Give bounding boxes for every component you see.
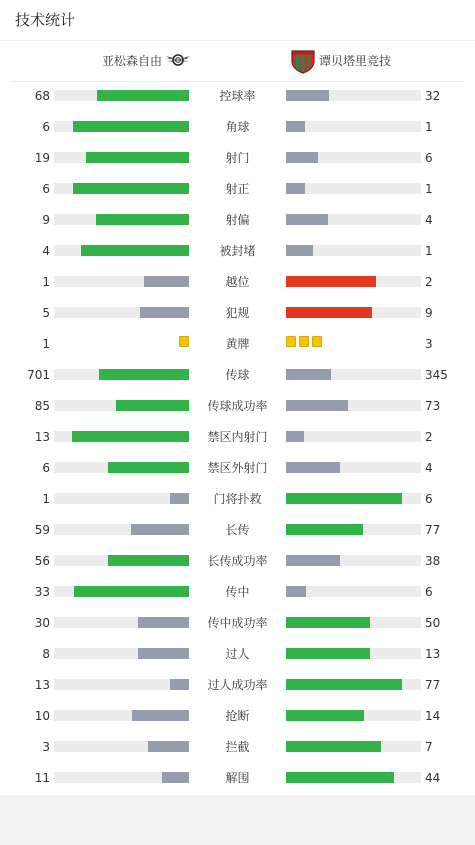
yellow-card-icon bbox=[312, 336, 322, 347]
home-stat-value: 13 bbox=[34, 678, 50, 692]
home-stat-bar bbox=[54, 679, 189, 690]
home-stat-bar bbox=[54, 741, 189, 752]
away-bar-fill bbox=[286, 555, 340, 566]
teams-header bbox=[0, 41, 475, 81]
away-stat-bar bbox=[286, 245, 421, 256]
away-stat-bar bbox=[286, 524, 421, 535]
away-stat-value: 50 bbox=[425, 616, 441, 630]
stat-row bbox=[0, 546, 475, 577]
stat-row bbox=[0, 174, 475, 205]
home-yellow-cards bbox=[179, 336, 189, 349]
home-stat-bar bbox=[54, 276, 189, 287]
away-stat-bar bbox=[286, 183, 421, 194]
home-stat-value: 6 bbox=[42, 120, 50, 134]
stat-row bbox=[0, 701, 475, 732]
away-bar-fill bbox=[286, 586, 306, 597]
away-bar-fill bbox=[286, 307, 372, 318]
home-bar-fill bbox=[73, 121, 189, 132]
home-stat-value: 56 bbox=[34, 554, 50, 568]
away-bar-fill bbox=[286, 183, 305, 194]
striped-shield-icon bbox=[290, 48, 316, 78]
home-stat-bar bbox=[54, 307, 189, 318]
stat-row bbox=[0, 577, 475, 608]
away-stat-value: 7 bbox=[425, 740, 433, 754]
home-bar-fill bbox=[108, 555, 189, 566]
home-stat-value: 9 bbox=[42, 213, 50, 227]
away-stat-value: 77 bbox=[425, 523, 441, 537]
home-stat-value: 8 bbox=[42, 647, 50, 661]
stat-row bbox=[0, 236, 475, 267]
home-stat-bar bbox=[54, 524, 189, 535]
away-team-name: 谭贝塔里竞技 bbox=[319, 54, 392, 68]
away-bar-fill bbox=[286, 245, 313, 256]
away-bar-fill bbox=[286, 524, 363, 535]
stat-row bbox=[0, 670, 475, 701]
stat-label: 抢断 bbox=[225, 709, 250, 723]
stat-row bbox=[0, 763, 475, 794]
stat-label: 犯规 bbox=[225, 306, 250, 320]
home-bar-fill bbox=[108, 462, 189, 473]
yellow-card-icon bbox=[179, 336, 189, 347]
home-bar-fill bbox=[97, 90, 189, 101]
stat-label: 射正 bbox=[225, 182, 250, 196]
away-stat-value: 14 bbox=[425, 709, 441, 723]
stat-row bbox=[0, 515, 475, 546]
stat-label: 射门 bbox=[225, 151, 250, 165]
away-yellow-cards bbox=[286, 336, 322, 349]
home-stat-bar bbox=[54, 648, 189, 659]
stat-row bbox=[0, 608, 475, 639]
home-bar-fill bbox=[148, 741, 189, 752]
away-stat-value: 6 bbox=[425, 492, 433, 506]
home-bar-fill bbox=[73, 183, 189, 194]
stat-row bbox=[0, 639, 475, 670]
away-bar-fill bbox=[286, 493, 402, 504]
home-stat-value: 10 bbox=[34, 709, 50, 723]
stat-label: 传中成功率 bbox=[207, 616, 268, 630]
home-bar-fill bbox=[132, 710, 189, 721]
home-stat-value: 3 bbox=[42, 740, 50, 754]
away-stat-bar bbox=[286, 369, 421, 380]
away-stat-value: 1 bbox=[425, 182, 433, 196]
home-bar-fill bbox=[138, 617, 189, 628]
home-stat-bar bbox=[54, 152, 189, 163]
home-bar-fill bbox=[74, 586, 189, 597]
stat-row bbox=[0, 453, 475, 484]
stat-label: 越位 bbox=[225, 275, 250, 289]
home-stat-bar bbox=[54, 369, 189, 380]
yellow-card-icon bbox=[286, 336, 296, 347]
away-bar-fill bbox=[286, 400, 348, 411]
stat-label: 传球成功率 bbox=[207, 399, 268, 413]
home-bar-fill bbox=[99, 369, 189, 380]
stat-label: 控球率 bbox=[219, 89, 256, 103]
away-stat-value: 1 bbox=[425, 244, 433, 258]
stat-label: 传球 bbox=[225, 368, 250, 382]
away-stat-bar bbox=[286, 741, 421, 752]
away-stat-bar bbox=[286, 400, 421, 411]
home-stat-value: 1 bbox=[42, 337, 50, 351]
stat-row bbox=[0, 143, 475, 174]
away-stat-value: 4 bbox=[425, 213, 433, 227]
away-stat-bar bbox=[286, 307, 421, 318]
away-stat-bar bbox=[286, 648, 421, 659]
home-stat-bar bbox=[54, 586, 189, 597]
stat-row bbox=[0, 81, 475, 112]
away-bar-fill bbox=[286, 431, 304, 442]
away-stat-value: 4 bbox=[425, 461, 433, 475]
stat-row bbox=[0, 329, 475, 360]
away-stat-bar bbox=[286, 493, 421, 504]
away-stat-bar bbox=[286, 90, 421, 101]
home-stat-value: 19 bbox=[34, 151, 50, 165]
home-bar-fill bbox=[162, 772, 189, 783]
home-stat-bar bbox=[54, 183, 189, 194]
away-stat-value: 38 bbox=[425, 554, 441, 568]
home-stat-value: 11 bbox=[34, 771, 50, 785]
away-bar-fill bbox=[286, 152, 318, 163]
stat-row bbox=[0, 732, 475, 763]
home-stat-bar bbox=[54, 400, 189, 411]
home-stat-bar bbox=[54, 90, 189, 101]
home-stat-value: 4 bbox=[42, 244, 50, 258]
away-bar-fill bbox=[286, 710, 364, 721]
away-bar-fill bbox=[286, 772, 394, 783]
yellow-card-icon bbox=[299, 336, 309, 347]
home-bar-fill bbox=[96, 214, 189, 225]
home-stat-value: 1 bbox=[42, 492, 50, 506]
away-bar-fill bbox=[286, 369, 331, 380]
away-stat-value: 44 bbox=[425, 771, 441, 785]
away-bar-fill bbox=[286, 90, 329, 101]
stat-label: 长传 bbox=[225, 523, 250, 537]
stat-label: 过人 bbox=[225, 647, 250, 661]
home-stat-value: 6 bbox=[42, 182, 50, 196]
stat-row bbox=[0, 298, 475, 329]
home-stat-bar bbox=[54, 493, 189, 504]
away-stat-bar bbox=[286, 121, 421, 132]
away-stat-value: 32 bbox=[425, 89, 441, 103]
stat-label: 黄牌 bbox=[225, 337, 250, 351]
home-bar-fill bbox=[144, 276, 189, 287]
home-stat-bar bbox=[54, 245, 189, 256]
home-stat-value: 701 bbox=[27, 368, 50, 382]
stat-label: 被封堵 bbox=[219, 244, 256, 258]
away-stat-value: 345 bbox=[425, 368, 448, 382]
stat-label: 禁区内射门 bbox=[207, 430, 268, 444]
home-stat-value: 6 bbox=[42, 461, 50, 475]
stat-label: 解围 bbox=[225, 771, 250, 785]
section-title: 技术统计 bbox=[15, 11, 76, 29]
home-bar-fill bbox=[81, 245, 189, 256]
away-stat-value: 1 bbox=[425, 120, 433, 134]
away-stat-bar bbox=[286, 586, 421, 597]
home-stat-bar bbox=[54, 710, 189, 721]
stat-row bbox=[0, 360, 475, 391]
home-stat-value: 13 bbox=[34, 430, 50, 444]
home-team-name: 亚松森自由 bbox=[101, 54, 162, 68]
stat-row bbox=[0, 391, 475, 422]
away-stat-bar bbox=[286, 710, 421, 721]
home-bar-fill bbox=[138, 648, 189, 659]
stat-row bbox=[0, 112, 475, 143]
away-stat-bar bbox=[286, 617, 421, 628]
home-stat-bar bbox=[54, 617, 189, 628]
home-stat-bar bbox=[54, 555, 189, 566]
home-bar-fill bbox=[140, 307, 189, 318]
away-stat-bar bbox=[286, 772, 421, 783]
away-bar-fill bbox=[286, 214, 328, 225]
stat-label: 射偏 bbox=[225, 213, 250, 227]
away-stat-bar bbox=[286, 214, 421, 225]
home-bar-fill bbox=[116, 400, 189, 411]
home-bar-fill bbox=[72, 431, 189, 442]
away-stat-bar bbox=[286, 152, 421, 163]
home-stat-bar bbox=[54, 431, 189, 442]
away-stat-value: 13 bbox=[425, 647, 441, 661]
home-stat-value: 1 bbox=[42, 275, 50, 289]
stat-row bbox=[0, 484, 475, 515]
away-stat-bar bbox=[286, 555, 421, 566]
away-stat-value: 2 bbox=[425, 430, 433, 444]
away-bar-fill bbox=[286, 679, 402, 690]
home-stat-bar bbox=[54, 214, 189, 225]
home-stat-value: 68 bbox=[34, 89, 50, 103]
home-stat-value: 85 bbox=[34, 399, 50, 413]
home-stat-value: 59 bbox=[34, 523, 50, 537]
stat-row bbox=[0, 205, 475, 236]
home-stat-bar bbox=[54, 121, 189, 132]
away-stat-value: 3 bbox=[425, 337, 433, 351]
wings-emblem-icon bbox=[165, 52, 191, 72]
stat-label: 拦截 bbox=[225, 740, 250, 754]
home-stat-bar bbox=[54, 772, 189, 783]
away-stat-value: 73 bbox=[425, 399, 441, 413]
stat-row bbox=[0, 422, 475, 453]
away-bar-fill bbox=[286, 462, 340, 473]
away-stat-bar bbox=[286, 679, 421, 690]
home-bar-fill bbox=[170, 493, 189, 504]
stat-label: 门将扑救 bbox=[213, 492, 262, 506]
home-bar-fill bbox=[86, 152, 189, 163]
stat-label: 过人成功率 bbox=[207, 678, 268, 692]
home-stat-value: 5 bbox=[42, 306, 50, 320]
away-stat-bar bbox=[286, 431, 421, 442]
stat-label: 长传成功率 bbox=[207, 554, 268, 568]
away-stat-value: 77 bbox=[425, 678, 441, 692]
away-bar-fill bbox=[286, 276, 376, 287]
stat-label: 传中 bbox=[225, 585, 250, 599]
away-bar-fill bbox=[286, 121, 305, 132]
stat-row bbox=[0, 267, 475, 298]
away-bar-fill bbox=[286, 741, 381, 752]
away-stat-value: 6 bbox=[425, 585, 433, 599]
away-stat-bar bbox=[286, 276, 421, 287]
home-stat-value: 33 bbox=[34, 585, 50, 599]
away-bar-fill bbox=[286, 617, 370, 628]
home-bar-fill bbox=[131, 524, 189, 535]
stat-label: 角球 bbox=[225, 120, 250, 134]
away-stat-value: 6 bbox=[425, 151, 433, 165]
home-stat-value: 30 bbox=[34, 616, 50, 630]
home-bar-fill bbox=[170, 679, 189, 690]
away-stat-value: 2 bbox=[425, 275, 433, 289]
away-bar-fill bbox=[286, 648, 370, 659]
away-stat-bar bbox=[286, 462, 421, 473]
stat-label: 禁区外射门 bbox=[207, 461, 268, 475]
away-stat-value: 9 bbox=[425, 306, 433, 320]
home-stat-bar bbox=[54, 462, 189, 473]
